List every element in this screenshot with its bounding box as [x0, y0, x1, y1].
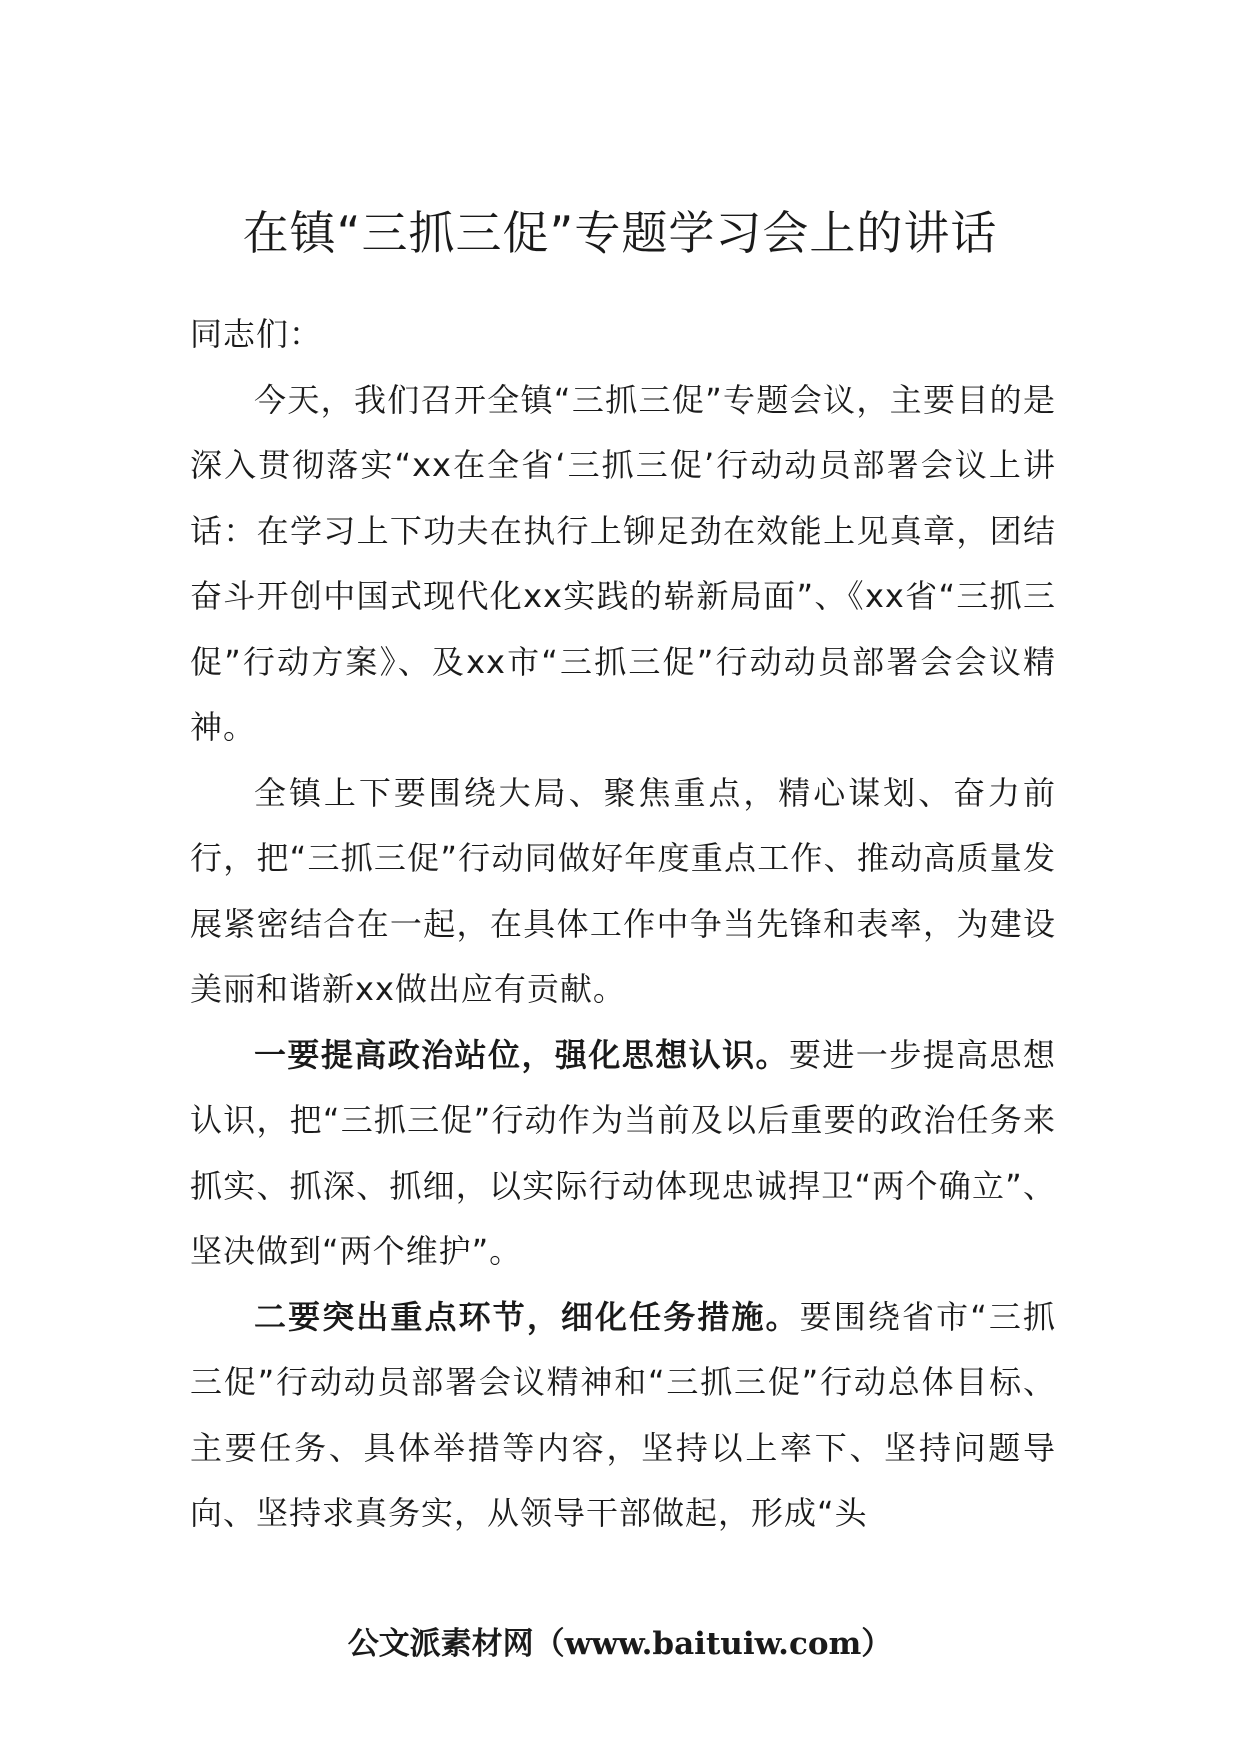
- paragraph-3-lead: 一要提高政治站位，强化思想认识。: [254, 1035, 789, 1074]
- paragraph-2: [190, 761, 1056, 1023]
- paragraph-4-lead: 二要突出重点环节，细化任务措施。: [254, 1297, 800, 1336]
- paragraph-4: [190, 1285, 1056, 1547]
- paragraph-1-text: 今天，我们召开全镇“三抓三促”专题会议，主要目的是深入贯彻落实“xx在全省‘三抓三促’行动动员部署会议上讲话：在学习上下功夫在执行上铆足劲在效能上见真章，团结奋斗开创中国式现代化xx实践的崭新局面”、《xx省“三抓三促”行动方案》、及xx市“三抓三促”行动动员部署会会议精神。: [190, 380, 1056, 746]
- paragraph-1: [190, 368, 1056, 761]
- paragraph-4-text: 要围绕省市“三抓三促”行动动员部署会议精神和“三抓三促”行动总体目标、主要任务、具体举措等内容，坚持以上率下、坚持问题导向、坚持求真务实，从领导干部做起，形成“头: [190, 1297, 1056, 1532]
- paragraph-2-text: 全镇上下要围绕大局、聚焦重点，精心谋划、奋力前行，把“三抓三促”行动同做好年度重点工作、推动高质量发展紧密结合在一起，在具体工作中争当先锋和表率，为建设美丽和谐新xx做出应有贡献。: [190, 773, 1056, 1008]
- paragraph-3-text: 要进一步提高思想认识，把“三抓三促”行动作为当前及以后重要的政治任务来抓实、抓深、抓细，以实际行动体现忠诚捍卫“两个确立”、坚决做到“两个维护”。: [190, 1035, 1056, 1270]
- salutation: 同志们：: [190, 315, 323, 353]
- document-body: [190, 302, 1056, 1547]
- document-title: 在镇“三抓三促”专题学习会上的讲话: [242, 206, 998, 260]
- paragraph-3: [190, 1023, 1056, 1285]
- footer-watermark: 公文派素材网（www.baituiw.com）: [347, 1626, 893, 1662]
